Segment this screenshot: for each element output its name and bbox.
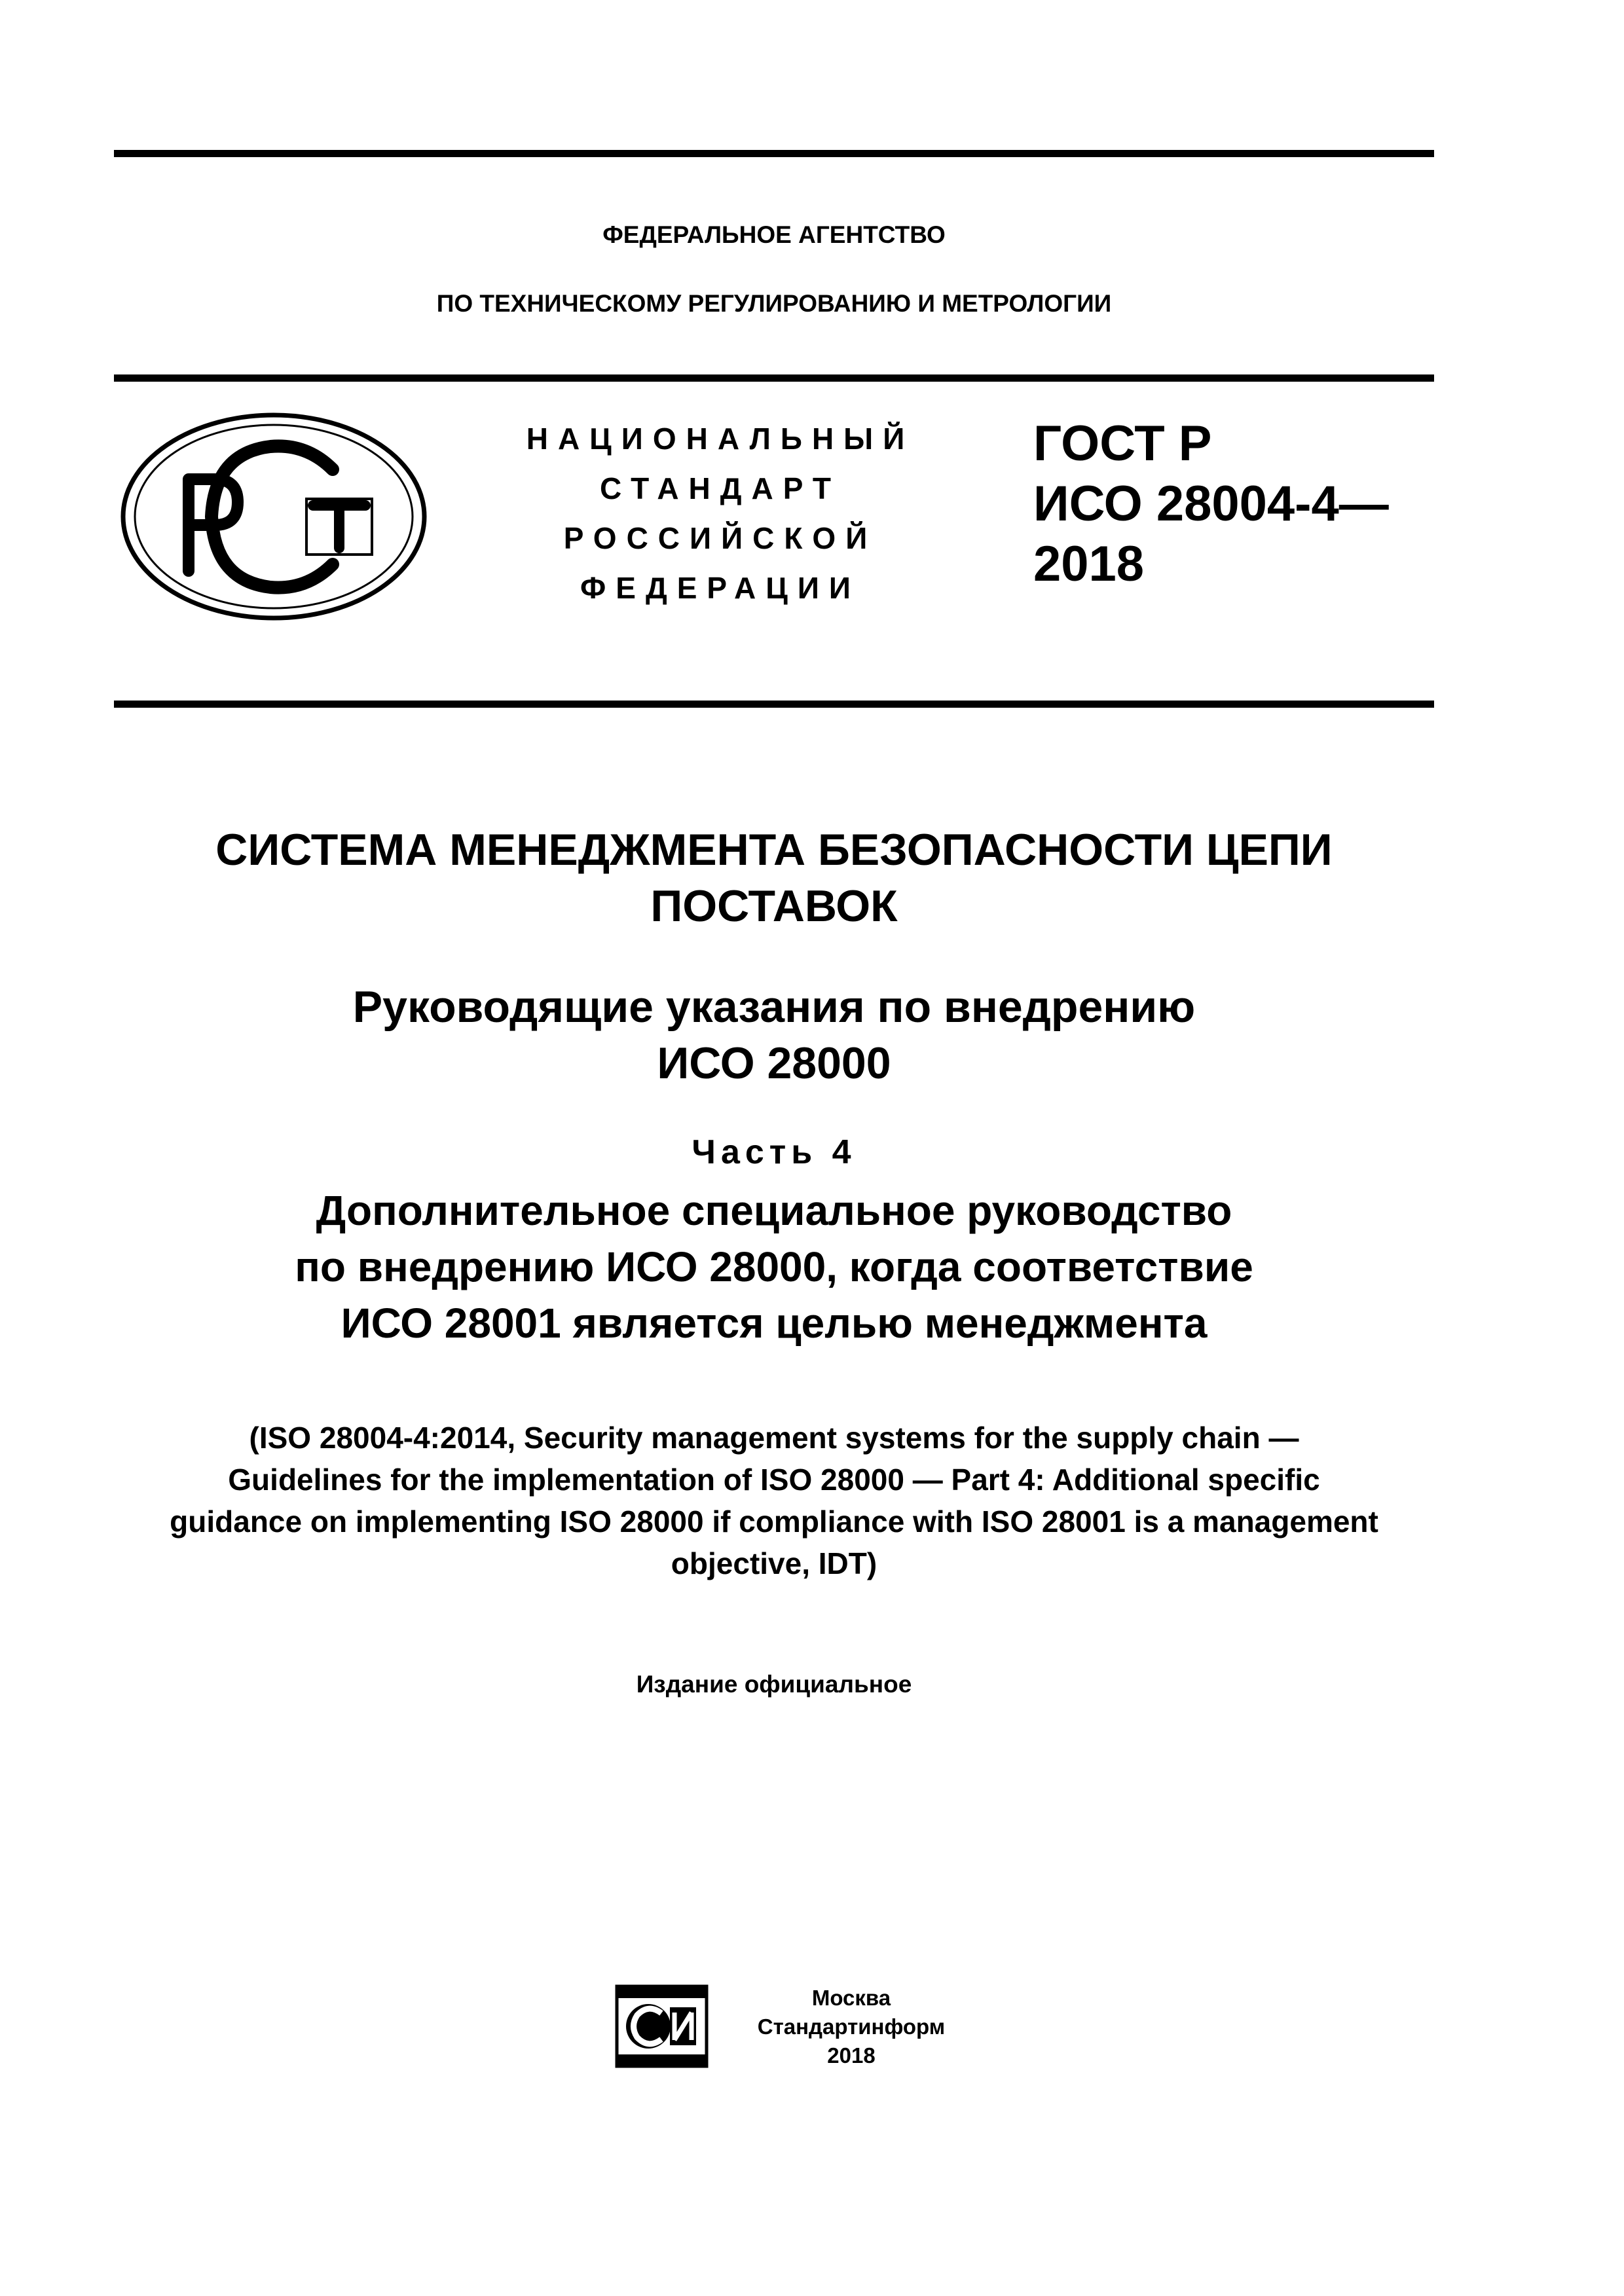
top-rule [114, 150, 1434, 157]
part-label: Часть 4 [692, 1133, 857, 1171]
designation-line-2: ИСО 28004-4— [1033, 476, 1389, 532]
agency-rule [114, 374, 1434, 382]
document-subtitle: Руководящие указания по внедрению ИСО 28000 [352, 982, 1196, 1088]
national-standard-line-2: СТАНДАРТ [600, 471, 841, 505]
national-standard-line-3: РОССИЙСКОЙ [563, 521, 877, 555]
document-title: СИСТЕМА МЕНЕДЖМЕНТА БЕЗОПАСНОСТИ ЦЕПИ ПОСТАВОК [215, 825, 1333, 931]
agency-line-1: ФЕДЕРАЛЬНОЕ АГЕНТСТВО [602, 221, 946, 248]
publisher-name: Стандартинформ [757, 2014, 946, 2039]
header-block-rule [114, 701, 1434, 708]
designation-line-1: ГОСТ Р [1033, 416, 1212, 471]
designation-line-3: 2018 [1033, 536, 1145, 592]
publisher-year: 2018 [827, 2043, 876, 2068]
publisher-city: Москва [811, 1986, 891, 2010]
standard-designation [1033, 414, 1389, 594]
edition-label: Издание официальное [636, 1671, 912, 1698]
standartinform-logo-icon [614, 1984, 709, 2069]
publisher-block [720, 1984, 982, 2070]
original-standard-reference: (ISO 28004-4:2014, Security management systems for the supply chain — Guidelines for the implementation of ISO 28000 — Part 4: Additional specific guidance on implementing ISO 28000 if compliance with ISO 28001 is a management objective, IDT) [170, 1421, 1378, 1580]
part-title: Дополнительное специальное руководство по внедрению ИСО 28000, когда соответствие ИСО 28001 является целью менеджмента [295, 1187, 1253, 1347]
national-standard-label [485, 414, 956, 613]
agency-line-2: ПО ТЕХНИЧЕСКОМУ РЕГУЛИРОВАНИЮ И МЕТРОЛОГИИ [436, 290, 1112, 317]
national-standard-line-1: НАЦИОНАЛЬНЫЙ [526, 422, 915, 456]
national-standard-line-4: ФЕДЕРАЦИИ [580, 571, 860, 605]
rst-conformity-mark-icon [117, 407, 431, 627]
